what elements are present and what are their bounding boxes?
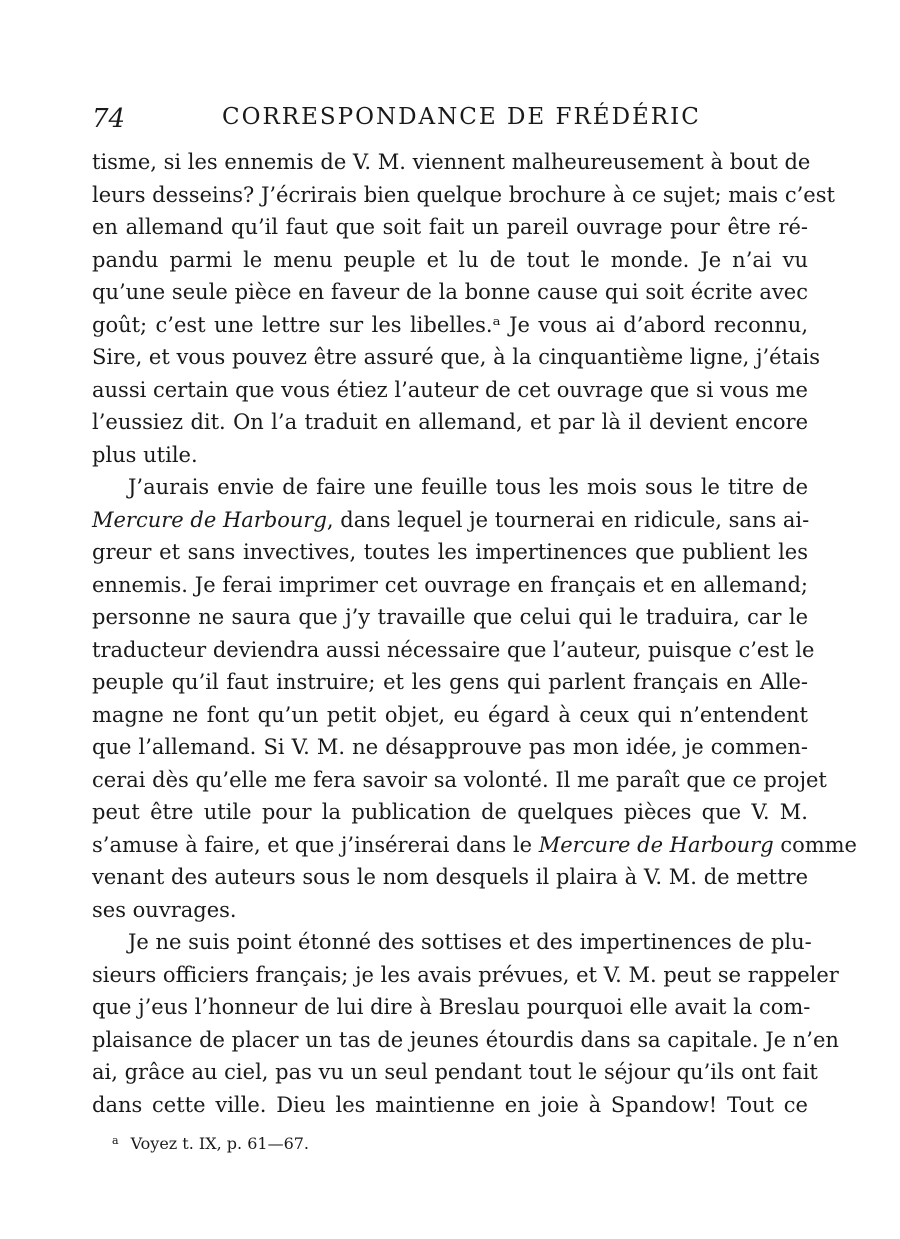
- text-line: dans cette ville. Dieu les maintienne en joie à Spandow! Tout ce: [92, 1092, 808, 1117]
- text-line: personne ne saura que j’y travaille que celui qui le traduira, car le: [92, 605, 808, 629]
- text-line: sieurs officiers français; je les avais prévues, et V. M. peut se rappeler: [92, 962, 839, 987]
- text-line: magne ne font qu’un petit objet, eu égard à ceux qui n’entendent: [92, 702, 808, 727]
- text-line: ennemis. Je ferai imprimer cet ouvrage en français et en allemand;: [92, 572, 808, 597]
- text-line: aussi certain que vous étiez l’auteur de cet ouvrage que si vous me: [92, 377, 808, 402]
- text-line: greur et sans invectives, toutes les impertinences que publient les: [92, 540, 808, 564]
- text-line: J’aurais envie de faire une feuille tous les mois sous le titre de: [128, 475, 808, 499]
- text-line: plaisance de placer un tas de jeunes étourdis dans sa capitale. Je n’en: [92, 1027, 839, 1052]
- text-line: leurs desseins? J’écrirais bien quelque brochure à ce sujet; mais c’est: [92, 182, 835, 207]
- body-text: [92, 146, 857, 1121]
- text-line: peut être utile pour la publication de quelques pièces que V. M.: [92, 800, 808, 824]
- text-line: s’amuse à faire, et que j’insérerai dans le Mercure de Harbourg comme: [92, 832, 857, 857]
- text-line: l’eussiez dit. On l’a traduit en allemand, et par là il devient encore: [92, 410, 808, 434]
- text-line: que l’allemand. Si V. M. ne désapprouve pas mon idée, je commen-: [92, 735, 808, 759]
- text-line: traducteur deviendra aussi nécessaire que l’auteur, puisque c’est le: [92, 637, 815, 662]
- text-line: que j’eus l’honneur de lui dire à Breslau pourquoi elle avait la com-: [92, 995, 811, 1019]
- text-line: ses ouvrages.: [92, 897, 237, 922]
- footnote: [112, 1134, 309, 1153]
- text-line: en allemand qu’il faut que soit fait un pareil ouvrage pour être ré-: [92, 215, 808, 239]
- text-line: Je ne suis point étonné des sottises et des impertinences de plu-: [128, 930, 812, 954]
- text-line: pandu parmi le menu peuple et lu de tout le monde. Je n’ai vu: [92, 247, 808, 272]
- text-line: tisme, si les ennemis de V. M. viennent malheureusement à bout de: [92, 150, 811, 174]
- text-line: qu’une seule pièce en faveur de la bonne cause qui soit écrite avec: [92, 280, 808, 304]
- page-number: 74: [92, 104, 126, 134]
- text-line: plus utile.: [92, 442, 198, 467]
- text-line: ai, grâce au ciel, pas vu un seul pendant tout le séjour qu’ils ont fait: [92, 1060, 818, 1084]
- footnote-text: Voyez t. IX, p. 61—67.: [130, 1134, 310, 1153]
- page-header: [92, 100, 808, 140]
- text-line: Sire, et vous pouvez être assuré que, à la cinquantième ligne, j’étais: [92, 345, 821, 369]
- text-line: Mercure de Harbourg, dans lequel je tournerai en ridicule, sans ai-: [92, 507, 810, 532]
- text-line: venant des auteurs sous le nom desquels il plaira à V. M. de mettre: [92, 865, 808, 889]
- footnote-marker: a: [112, 1134, 119, 1147]
- text-line: peuple qu’il faut instruire; et les gens qui parlent français en Alle-: [92, 670, 808, 694]
- text-line: cerai dès qu’elle me fera savoir sa volonté. Il me paraît que ce projet: [92, 767, 827, 792]
- text-line: goût; c’est une lettre sur les libelles.ᵃ Je vous ai d’abord reconnu,: [92, 312, 808, 337]
- running-title: CORRESPONDANCE DE FRÉDÉRIC: [222, 104, 701, 130]
